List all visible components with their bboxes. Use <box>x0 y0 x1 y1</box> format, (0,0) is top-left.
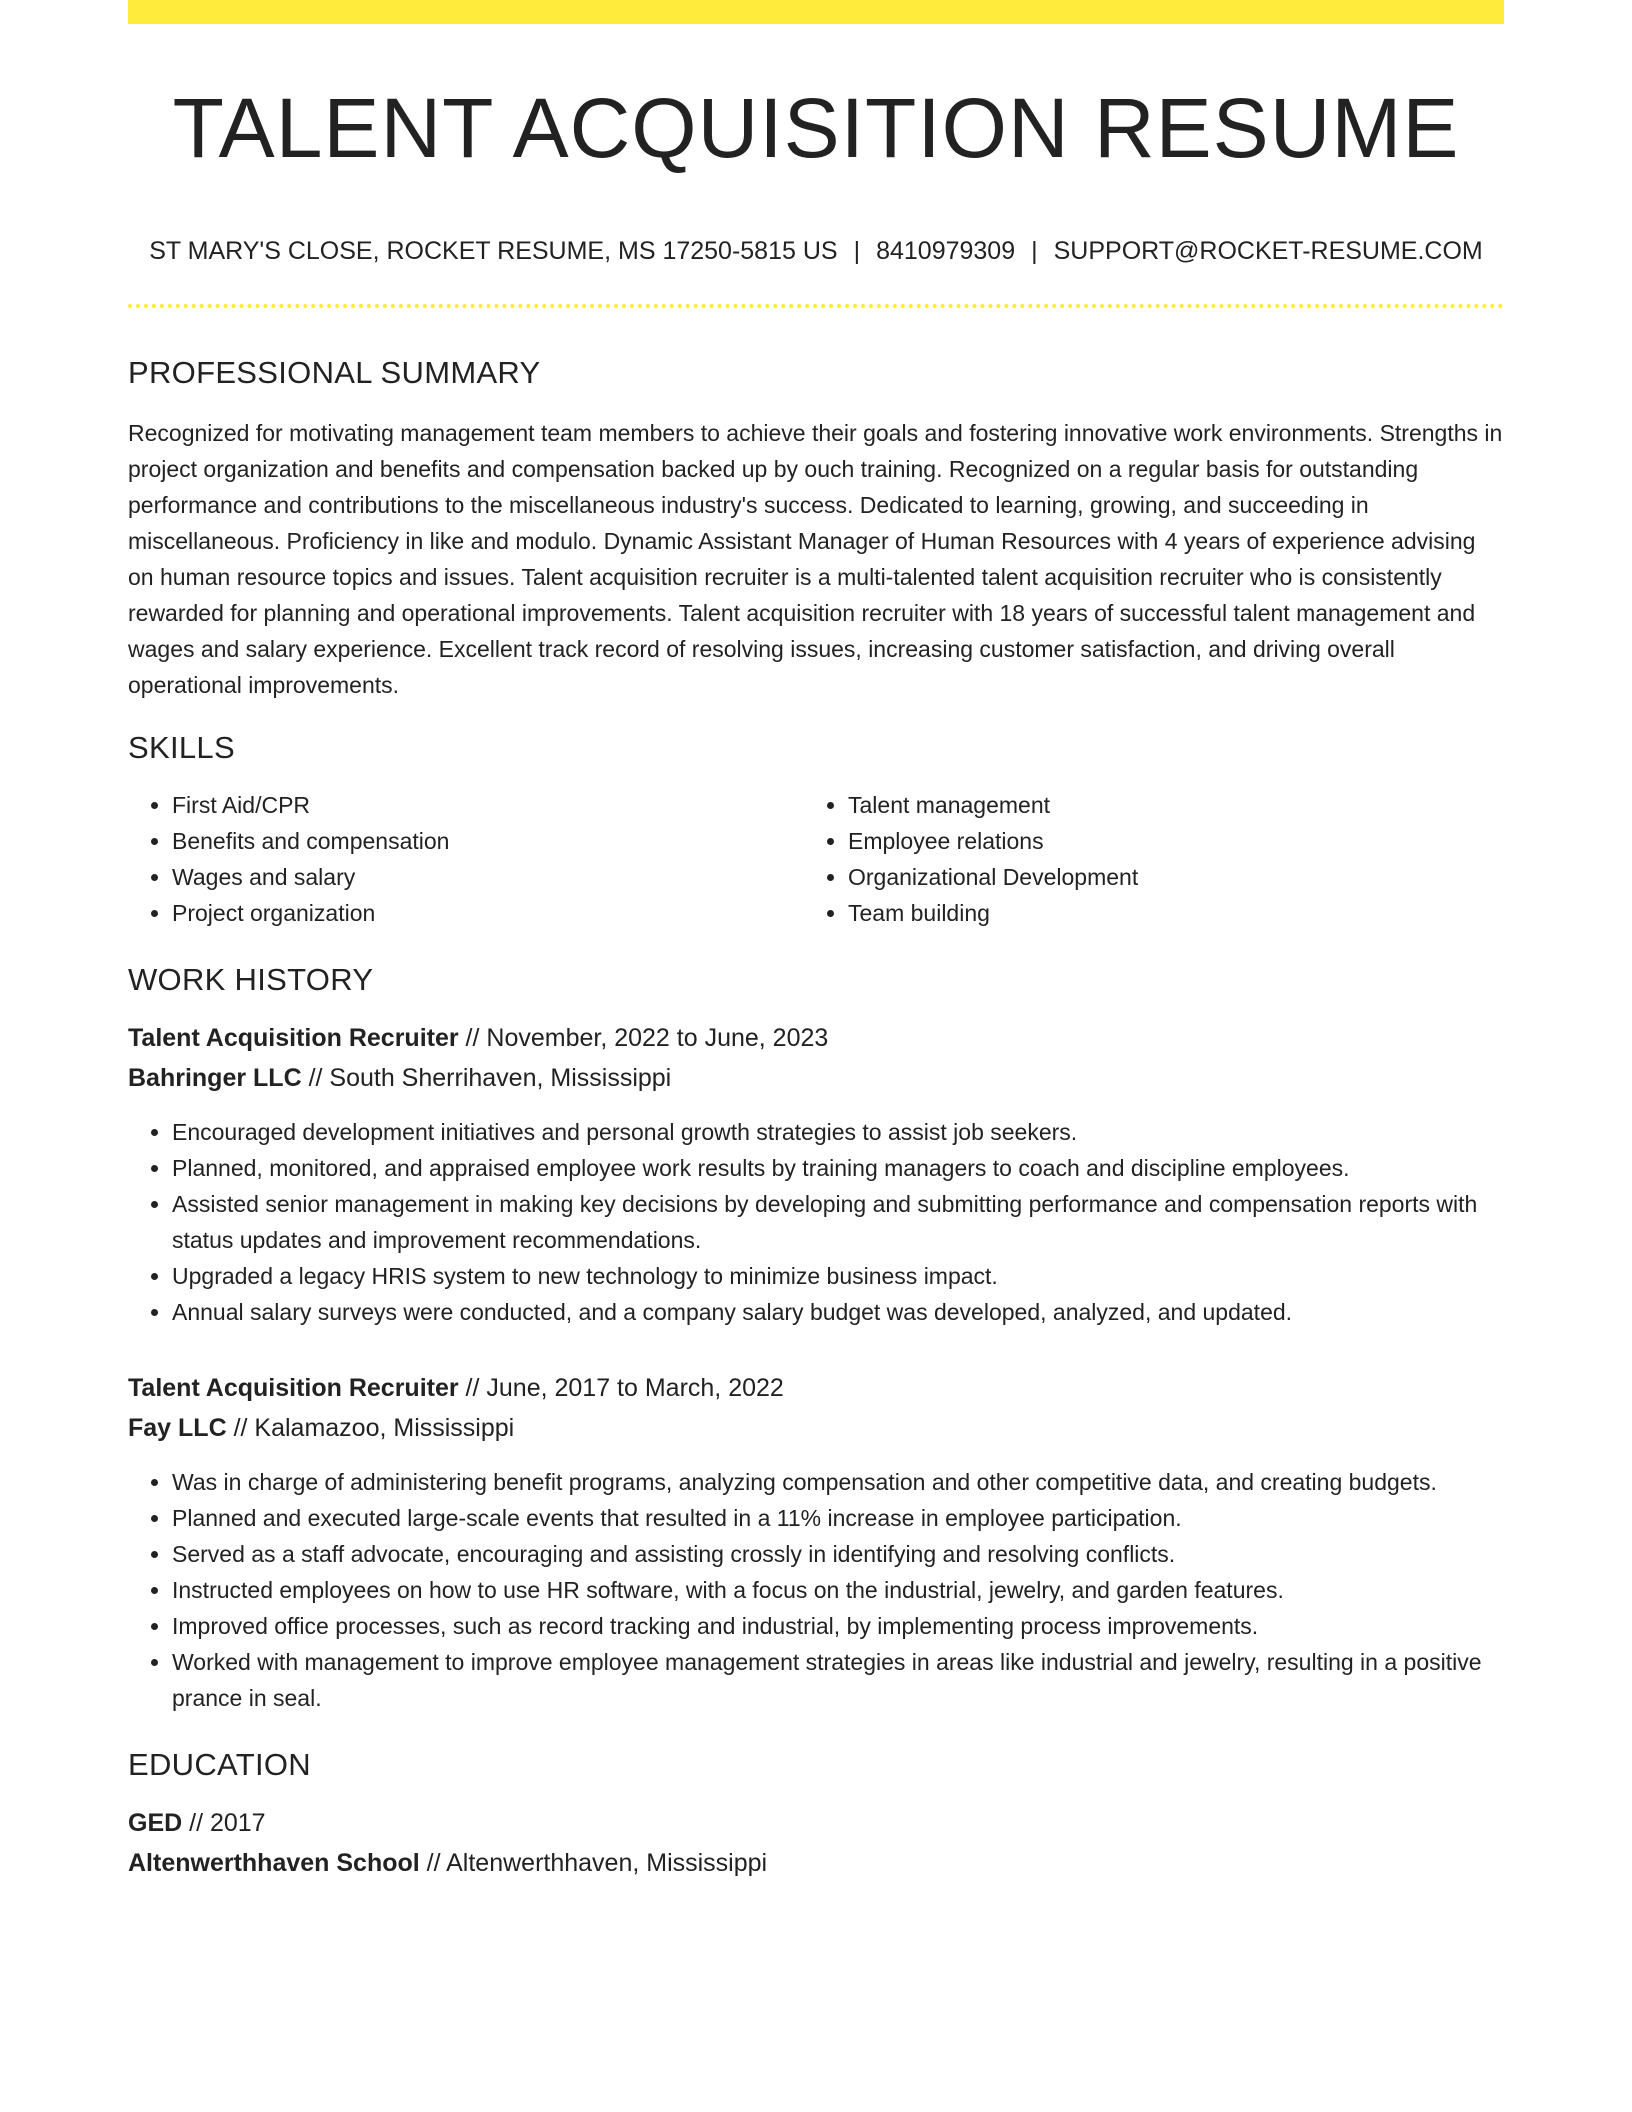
job-bullet: • Planned, monitored, and appraised employee work results by training managers to coach and discipline employees. <box>172 1150 1504 1186</box>
contact-address: ST MARY'S CLOSE, ROCKET RESUME, MS 17250-5815 US <box>149 237 838 266</box>
job-entry <box>128 1368 1504 1716</box>
job-bullet: • Assisted senior management in making key decisions by developing and submitting performance and compensation reports with status updates and improvement recommendations. <box>172 1186 1504 1258</box>
job-entry <box>128 1018 1504 1330</box>
job-company-line <box>128 1408 1504 1448</box>
skill-item: • Project organization <box>172 895 804 931</box>
skill-item: • Employee relations <box>848 823 1480 859</box>
job-bullet: • Planned and executed large-scale events that resulted in a 11% increase in employee participation. <box>172 1500 1504 1536</box>
contact-phone: 8410979309 <box>876 237 1016 266</box>
skill-item: • Team building <box>848 895 1480 931</box>
job-bullet: • Encouraged development initiatives and personal growth strategies to assist job seekers. <box>172 1114 1504 1150</box>
skill-item: • Talent management <box>848 787 1480 823</box>
job-bullet: • Upgraded a legacy HRIS system to new technology to minimize business impact. <box>172 1258 1504 1294</box>
education-entry <box>128 1803 1504 1883</box>
job-location: // Kalamazoo, Mississippi <box>226 1413 515 1442</box>
school-line <box>128 1843 1504 1883</box>
job-bullet: • Was in charge of administering benefit programs, analyzing compensation and other competitive data, and creating budgets. <box>172 1464 1504 1500</box>
accent-bar <box>128 0 1504 24</box>
contact-email: SUPPORT@ROCKET-RESUME.COM <box>1053 237 1483 266</box>
job-dates: // June, 2017 to March, 2022 <box>458 1373 784 1402</box>
school: Altenwerthhaven School <box>128 1848 420 1877</box>
degree-line <box>128 1803 1504 1843</box>
contact-separator: | <box>1031 237 1038 266</box>
job-bullets <box>128 1464 1504 1716</box>
skill-item: • Wages and salary <box>172 859 804 895</box>
job-title: Talent Acquisition Recruiter <box>128 1023 459 1052</box>
skills-list <box>128 787 1504 931</box>
school-location: // Altenwerthhaven, Mississippi <box>419 1848 768 1877</box>
skills-heading: SKILLS <box>128 730 235 766</box>
contact-separator: | <box>853 237 861 266</box>
skill-item: • First Aid/CPR <box>172 787 804 823</box>
skill-item: • Benefits and compensation <box>172 823 804 859</box>
job-bullet: • Annual salary surveys were conducted, and a company salary budget was developed, analyzed, and updated. <box>172 1294 1504 1330</box>
summary-heading: PROFESSIONAL SUMMARY <box>128 355 541 391</box>
skills-column-right <box>804 787 1480 931</box>
resume-title: TALENT ACQUISITION RESUME <box>172 81 1460 175</box>
job-bullet: • Served as a staff advocate, encouraging and assisting crossly in identifying and resolving conflicts. <box>172 1536 1504 1572</box>
summary-text: Recognized for motivating management team members to achieve their goals and fostering innovative work environments. Strengths in project organization and benefits and compensation backed up by ouch training. Recognized on a regular basis for outstanding performance and contributions to the miscellaneous industry's success. Dedicated to learning, growing, and succeeding in miscellaneous. Proficiency in like and modulo. Dynamic Assistant Manager of Human Resources with 4 years of experience advising on human resource topics and issues. Talent acquisition recruiter is a multi-talented talent acquisition recruiter who is consistently rewarded for planning and operational improvements. Talent acquisition recruiter with 18 years of successful talent management and wages and salary experience. Excellent track record of resolving issues, increasing customer satisfaction, and driving overall operational improvements. <box>128 420 1503 699</box>
job-company: Fay LLC <box>128 1413 227 1442</box>
job-title-line <box>128 1018 1504 1058</box>
job-bullet: • Instructed employees on how to use HR software, with a focus on the industrial, jewelry, and garden features. <box>172 1572 1504 1608</box>
job-bullet: • Improved office processes, such as record tracking and industrial, by implementing process improvements. <box>172 1608 1504 1644</box>
contact-line <box>128 236 1504 266</box>
job-bullet: • Worked with management to improve employee management strategies in areas like industrial and jewelry, resulting in a positive prance in seal. <box>172 1644 1504 1716</box>
job-bullets <box>128 1114 1504 1330</box>
job-company: Bahringer LLC <box>128 1063 302 1092</box>
job-title-line <box>128 1368 1504 1408</box>
job-location: // South Sherrihaven, Mississippi <box>301 1063 672 1092</box>
job-title: Talent Acquisition Recruiter <box>128 1373 459 1402</box>
work-history-heading: WORK HISTORY <box>128 961 374 997</box>
degree-year: // 2017 <box>182 1808 266 1837</box>
skills-column-left <box>128 787 804 931</box>
resume-page <box>128 0 1504 1883</box>
education-heading: EDUCATION <box>128 1746 311 1782</box>
dotted-divider <box>128 304 1504 308</box>
job-company-line <box>128 1058 1504 1098</box>
skill-item: • Organizational Development <box>848 859 1480 895</box>
degree: GED <box>128 1808 183 1837</box>
job-dates: // November, 2022 to June, 2023 <box>458 1023 829 1052</box>
